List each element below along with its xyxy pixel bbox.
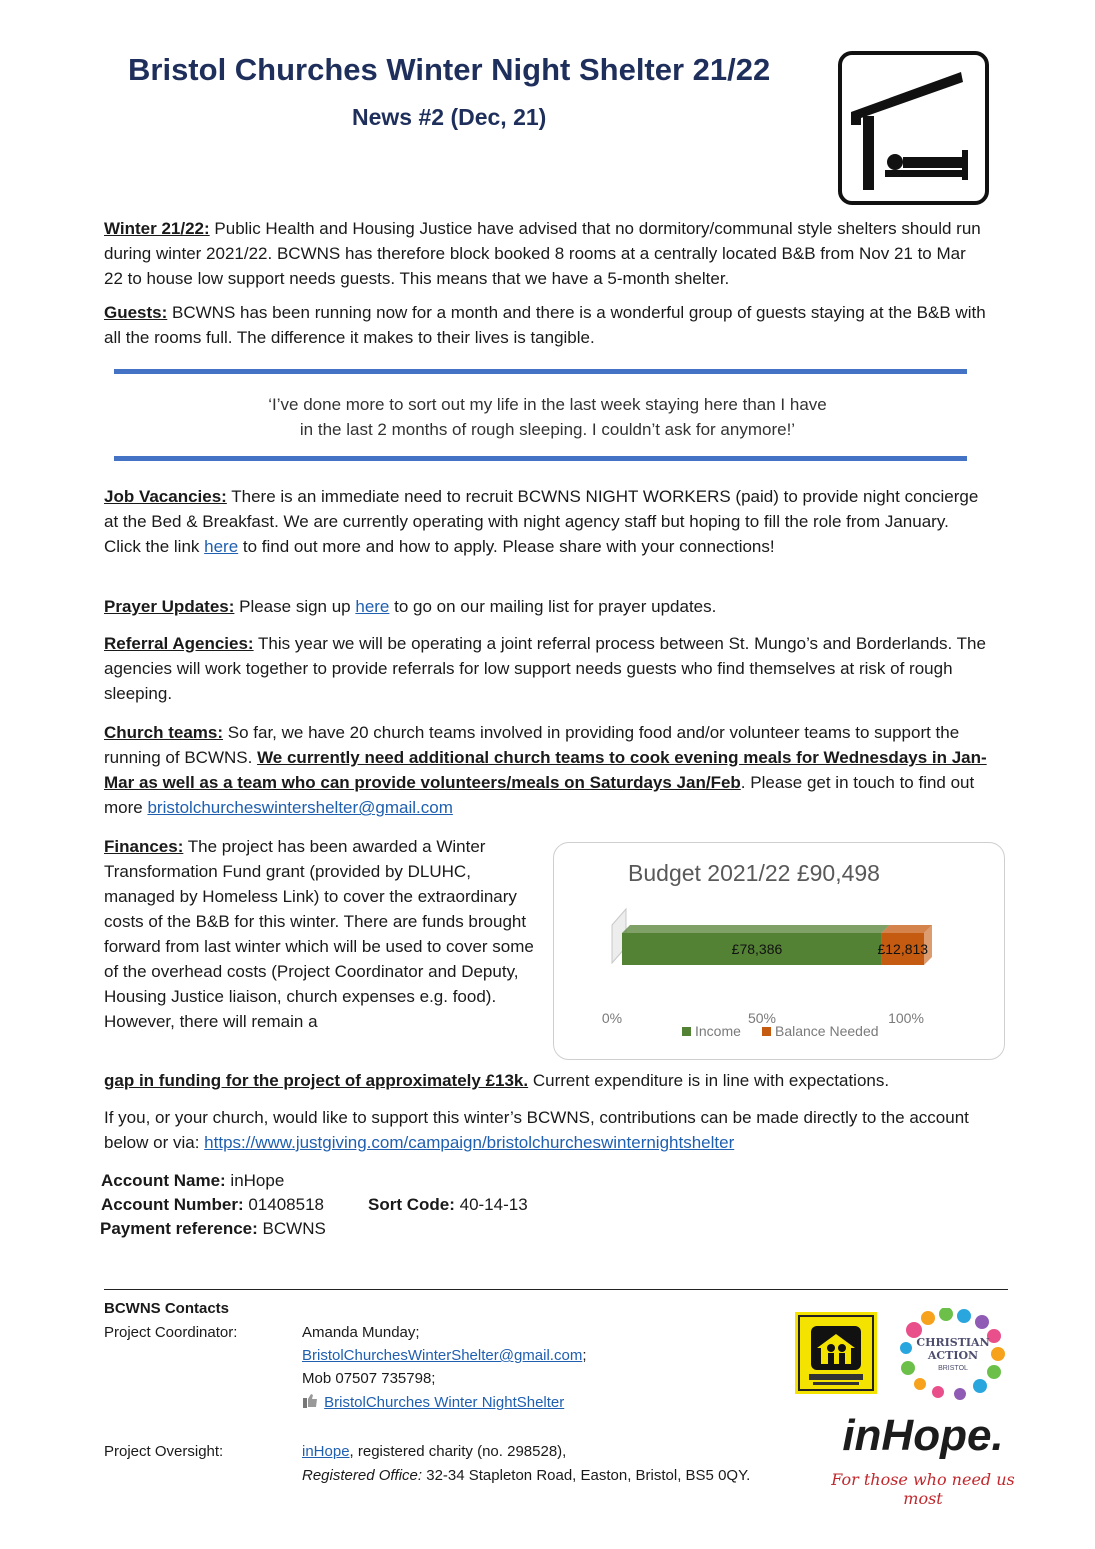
inhope-link[interactable]: inHope <box>302 1443 350 1460</box>
quote-rule-bottom <box>114 456 967 461</box>
account-name-row <box>101 1169 284 1193</box>
church-email-link[interactable]: bristolchurcheswintershelter@gmail.com <box>147 798 453 817</box>
referral-label: Referral Agencies: <box>104 634 254 653</box>
prayer-link[interactable]: here <box>355 597 390 616</box>
facebook-row <box>302 1391 564 1414</box>
winter-label: Winter 21/22: <box>104 219 210 238</box>
prayer-text-2: to go on our mailing list for prayer updates. <box>389 597 717 616</box>
coordinator-email-link[interactable]: BristolChurchesWinterShelter@gmail.com <box>302 1347 583 1364</box>
guests-label: Guests: <box>104 303 168 322</box>
coordinator-label: Project Coordinator: <box>104 1324 238 1341</box>
jobs-link[interactable]: here <box>204 537 239 556</box>
chart-bars <box>622 925 932 965</box>
sort-code-label: Sort Code: <box>368 1195 455 1214</box>
support-text: If you, or your church, would like to support this winter’s BCWNS, contributions can be made directly to the account below or via: <box>104 1108 969 1152</box>
housing-justice-logo <box>795 1312 877 1394</box>
registered-office-label: Registered Office: <box>302 1467 423 1484</box>
bar-top-0 <box>622 925 890 933</box>
church-text: So far, we have 20 church teams involved in providing food and/or volunteer teams to support the running of BCWNS. <box>104 723 960 767</box>
prayer-text: Please sign up <box>234 597 356 616</box>
legend-label-0: Income <box>695 1023 741 1039</box>
registered-office-text: 32-34 Stapleton Road, Easton, Bristol, BS5 0QY. <box>422 1467 751 1484</box>
prayer-label: Prayer Updates: <box>104 597 235 616</box>
chart-legend <box>682 1023 879 1039</box>
coordinator-mobile: Mob 07507 735798; <box>302 1370 436 1387</box>
account-number-value: 01408518 <box>243 1195 324 1214</box>
justgiving-link[interactable]: https://www.justgiving.com/campaign/bristolchurcheswinternightshelter <box>204 1133 735 1152</box>
payment-ref-value: BCWNS <box>257 1219 326 1238</box>
finances-paragraph <box>104 834 534 1034</box>
bar-top-1 <box>882 925 932 933</box>
finances-conclusion <box>104 1068 989 1093</box>
referral-text: This year we will be operating a joint referral process between St. Mungo’s and Borderlands. The agencies will work together to provide referrals for low support needs guests who find themselves at risk of rough sleeping. <box>104 634 986 703</box>
data-label-1: £12,813 <box>877 941 929 957</box>
oversight-row <box>302 1440 566 1463</box>
payment-ref-row <box>100 1217 326 1241</box>
church-text-2: . Please get in touch to find out more <box>104 773 975 817</box>
coordinator-name: Amanda Munday; <box>302 1324 420 1341</box>
coordinator-email-row <box>302 1344 586 1367</box>
facebook-page-link[interactable]: BristolChurches Winter NightShelter <box>324 1394 565 1411</box>
guest-quote <box>150 392 945 442</box>
jobs-text: There is an immediate need to recruit BCWNS NIGHT WORKERS (paid) to provide night concierge at the Bed & Breakfast. We are currently operating with night agency staff but hoping to fill the role from January. Click the link <box>104 487 979 556</box>
quote-rule-top <box>114 369 967 374</box>
winter-text: Public Health and Housing Justice have advised that no dormitory/communal style shelters should run during winter 2021/22. BCWNS has therefore block booked 8 rooms at a centrally located B&B from Nov 21 to Mar 22 to house low support needs guests. This means that we have a 5-month shelter. <box>104 219 981 288</box>
christian-action-logo <box>898 1308 1008 1400</box>
church-request: We currently need additional church teams to cook evening meals for Wednesdays in Jan-Mar as well as a team who can provide volunteers/meals on Saturdays Jan/Feb <box>104 748 987 792</box>
jobs-paragraph <box>104 484 989 559</box>
christian-action-sub: BRISTOL <box>938 1365 968 1372</box>
oversight-label: Project Oversight: <box>104 1443 224 1460</box>
x-tick-label: 0% <box>601 1010 623 1026</box>
christian-action-text: CHRISTIAN ACTION <box>916 1336 990 1362</box>
coordinator-email-suffix: ; <box>582 1347 587 1364</box>
quote-line-1: ‘I’ve done more to sort out my life in the last week staying here than I have <box>268 395 827 414</box>
sort-code-row <box>368 1193 528 1217</box>
budget-chart <box>553 842 1005 1060</box>
referral-paragraph <box>104 631 989 706</box>
legend-swatch-1 <box>762 1027 771 1036</box>
jobs-text-2: to find out more and how to apply. Please share with your connections! <box>238 537 775 556</box>
contacts-heading: BCWNS Contacts <box>104 1300 230 1317</box>
footer-divider <box>104 1289 1008 1290</box>
page-title: Bristol Churches Winter Night Shelter 21/22 <box>128 52 771 87</box>
payment-ref-label: Payment reference: <box>100 1219 258 1238</box>
guests-text: BCWNS has been running now for a month and there is a wonderful group of guests staying at the B&B with all the rooms full. The difference it makes to their lives is tangible. <box>104 303 986 347</box>
sort-code-value: 40-14-13 <box>454 1195 528 1214</box>
guests-paragraph <box>104 300 989 350</box>
account-name-value: inHope <box>225 1171 285 1190</box>
data-label-0: £78,386 <box>731 941 783 957</box>
prayer-paragraph <box>104 594 989 619</box>
chart-title: Budget 2021/22 £90,498 <box>628 860 880 886</box>
inhope-name: inHope. <box>842 1411 1004 1460</box>
oversight-text: , registered charity (no. 298528), <box>349 1443 567 1460</box>
inhope-tagline: For those who need us most <box>831 1470 1015 1508</box>
registered-office-row <box>302 1464 750 1487</box>
budget-chart-svg <box>554 843 1004 1059</box>
x-tick-label: 50% <box>747 1010 777 1026</box>
account-name-label: Account Name: <box>101 1171 226 1190</box>
shelter-bed-sign-icon <box>837 50 990 206</box>
legend-swatch-0 <box>682 1027 691 1036</box>
finances-text: The project has been awarded a Winter Transformation Fund grant (provided by DLUHC, managed by Homeless Link) to cover the extraordinary costs of the B&B for this winter. There are funds brought forward from last winter which will be used to cover some of the overhead costs (Project Coordinator and Deputy, Housing Justice liaison, church expenses e.g. food). However, there will remain a <box>104 837 534 1031</box>
church-paragraph <box>104 720 989 820</box>
winter-paragraph <box>104 216 989 291</box>
x-tick-label: 100% <box>888 1010 924 1026</box>
inhope-logo <box>828 1411 1018 1508</box>
account-number-label: Account Number: <box>101 1195 244 1214</box>
facebook-icon <box>302 1393 320 1409</box>
finances-label: Finances: <box>104 837 184 856</box>
church-label: Church teams: <box>104 723 224 742</box>
quote-line-2: in the last 2 months of rough sleeping. I couldn’t ask for anymore!’ <box>299 420 796 439</box>
account-number-row <box>101 1193 324 1217</box>
support-paragraph <box>104 1105 989 1155</box>
finances-text-2: Current expenditure is in line with expectations. <box>528 1071 890 1090</box>
funding-gap: gap in funding for the project of approximately £13k. <box>104 1071 529 1090</box>
jobs-label: Job Vacancies: <box>104 487 227 506</box>
legend-label-1: Balance Needed <box>775 1023 879 1039</box>
page-subtitle: News #2 (Dec, 21) <box>352 104 547 130</box>
